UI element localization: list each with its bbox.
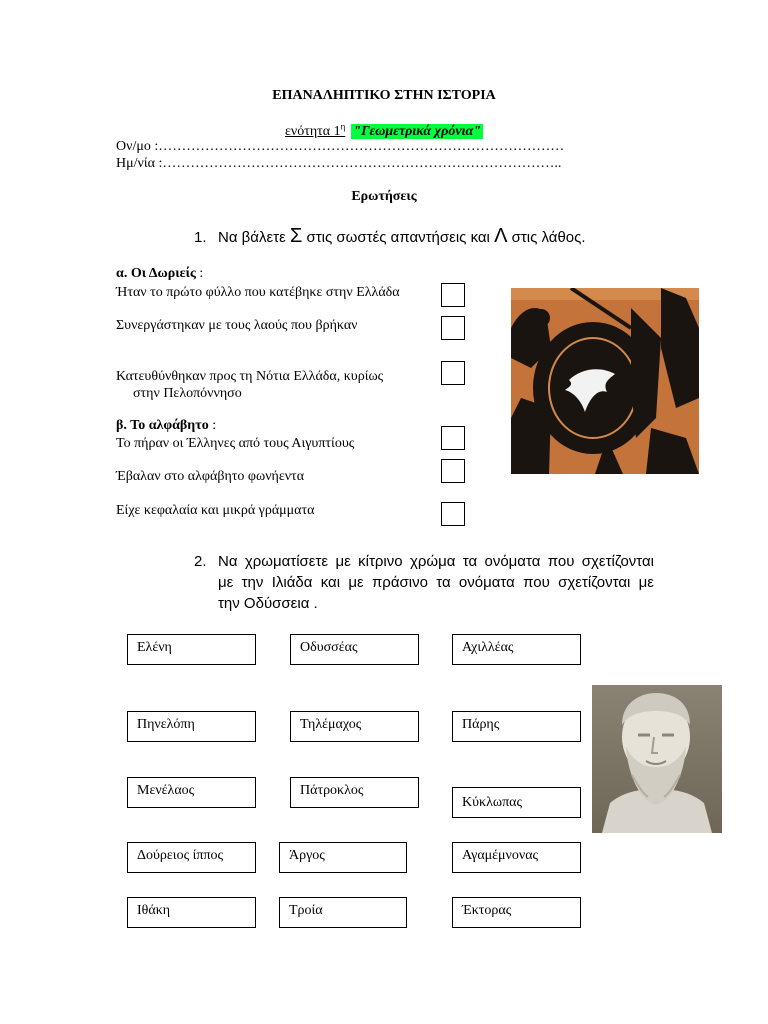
answer-box-a1[interactable] bbox=[441, 283, 465, 307]
name-box-kyklopas[interactable]: Κύκλωπας bbox=[452, 787, 581, 818]
name-box-eleni[interactable]: Ελένη bbox=[127, 634, 256, 665]
name-box-tilemachos[interactable]: Τηλέμαχος bbox=[290, 711, 419, 742]
statement-b2: Έβαλαν στο αλφάβητο φωνήεντα bbox=[116, 469, 305, 484]
answer-box-a3[interactable] bbox=[441, 361, 465, 385]
name-box-ithaki[interactable]: Ιθάκη bbox=[127, 897, 256, 928]
unit-topic: "Γεωμετρικά χρόνια" bbox=[353, 123, 482, 139]
question-2-line-1: 2. Να χρωματίσετε με κίτρινο χρώμα τα ονόματα που σχετίζονται bbox=[194, 553, 654, 570]
answer-box-a2[interactable] bbox=[441, 316, 465, 340]
unit-label: ενότητα $1^\eta$ bbox=[284, 121, 346, 139]
name-box-argos[interactable]: Άργος bbox=[279, 842, 407, 873]
name-box-menelaos[interactable]: Μενέλαος bbox=[127, 777, 256, 808]
statement-b1: Το πήραν οι Έλληνες από τους Αιγυπτίους bbox=[116, 436, 355, 451]
unit-heading bbox=[0, 121, 768, 140]
name-box-pinelopi[interactable]: Πηνελόπη bbox=[127, 711, 256, 742]
name-box-agamemnonas[interactable]: Αγαμέμνονας bbox=[452, 842, 581, 873]
question-2-prompt bbox=[194, 551, 654, 614]
date-field[interactable]: Ημ/νία :………………………………………………………………………….. bbox=[116, 156, 562, 171]
name-box-troia[interactable]: Τροία bbox=[279, 897, 407, 928]
statement-a1: Ήταν το πρώτο φύλλο που κατέβηκε στην Ελλάδα bbox=[116, 285, 400, 300]
question-2-line-2: με την Ιλιάδα και με πράσινο τα ονόματα που σχετίζονται με bbox=[218, 574, 654, 591]
page-title: ΕΠΑΝΑΛΗΠΤΙΚΟ ΣΤΗΝ ΙΣΤΟΡΙΑ bbox=[272, 88, 496, 103]
name-box-doureios-ippos[interactable]: Δούρειος ίππος bbox=[127, 842, 256, 873]
statement-a3-cont: στην Πελοπόννησο bbox=[133, 386, 242, 401]
statement-a3: Κατευθύνθηκαν προς τη Νότια Ελλάδα, κυρίως bbox=[116, 369, 384, 384]
answer-box-b3[interactable] bbox=[441, 502, 465, 526]
answer-box-b1[interactable] bbox=[441, 426, 465, 450]
name-box-ektoras[interactable]: Έκτορας bbox=[452, 897, 581, 928]
name-box-achilleas[interactable]: Αχιλλέας bbox=[452, 634, 581, 665]
name-box-paris[interactable]: Πάρης bbox=[452, 711, 581, 742]
answer-box-b2[interactable] bbox=[441, 459, 465, 483]
greek-vase-painting-image bbox=[511, 288, 699, 474]
question-2-line-3: την Οδύσσεια . bbox=[218, 595, 318, 612]
homer-bust-image bbox=[592, 685, 722, 833]
group-a-heading: α. Οι Δωριείς : bbox=[116, 266, 204, 281]
name-field[interactable]: Ον/μο :…………………………………………………………………………… bbox=[116, 139, 565, 154]
statement-a2: Συνεργάστηκαν με τους λαούς που βρήκαν bbox=[116, 318, 358, 333]
question-1-prompt: 1. Να βάλετε Σ στις σωστές απαντήσεις και Λ στις λάθος. bbox=[194, 225, 586, 247]
group-b-heading: β. Το αλφάβητο : bbox=[116, 418, 217, 433]
section-title: Ερωτήσεις bbox=[351, 189, 417, 204]
statement-b3: Είχε κεφαλαία και μικρά γράμματα bbox=[116, 503, 315, 518]
name-box-patroklos[interactable]: Πάτροκλος bbox=[290, 777, 419, 808]
name-box-odysseas[interactable]: Οδυσσέας bbox=[290, 634, 419, 665]
